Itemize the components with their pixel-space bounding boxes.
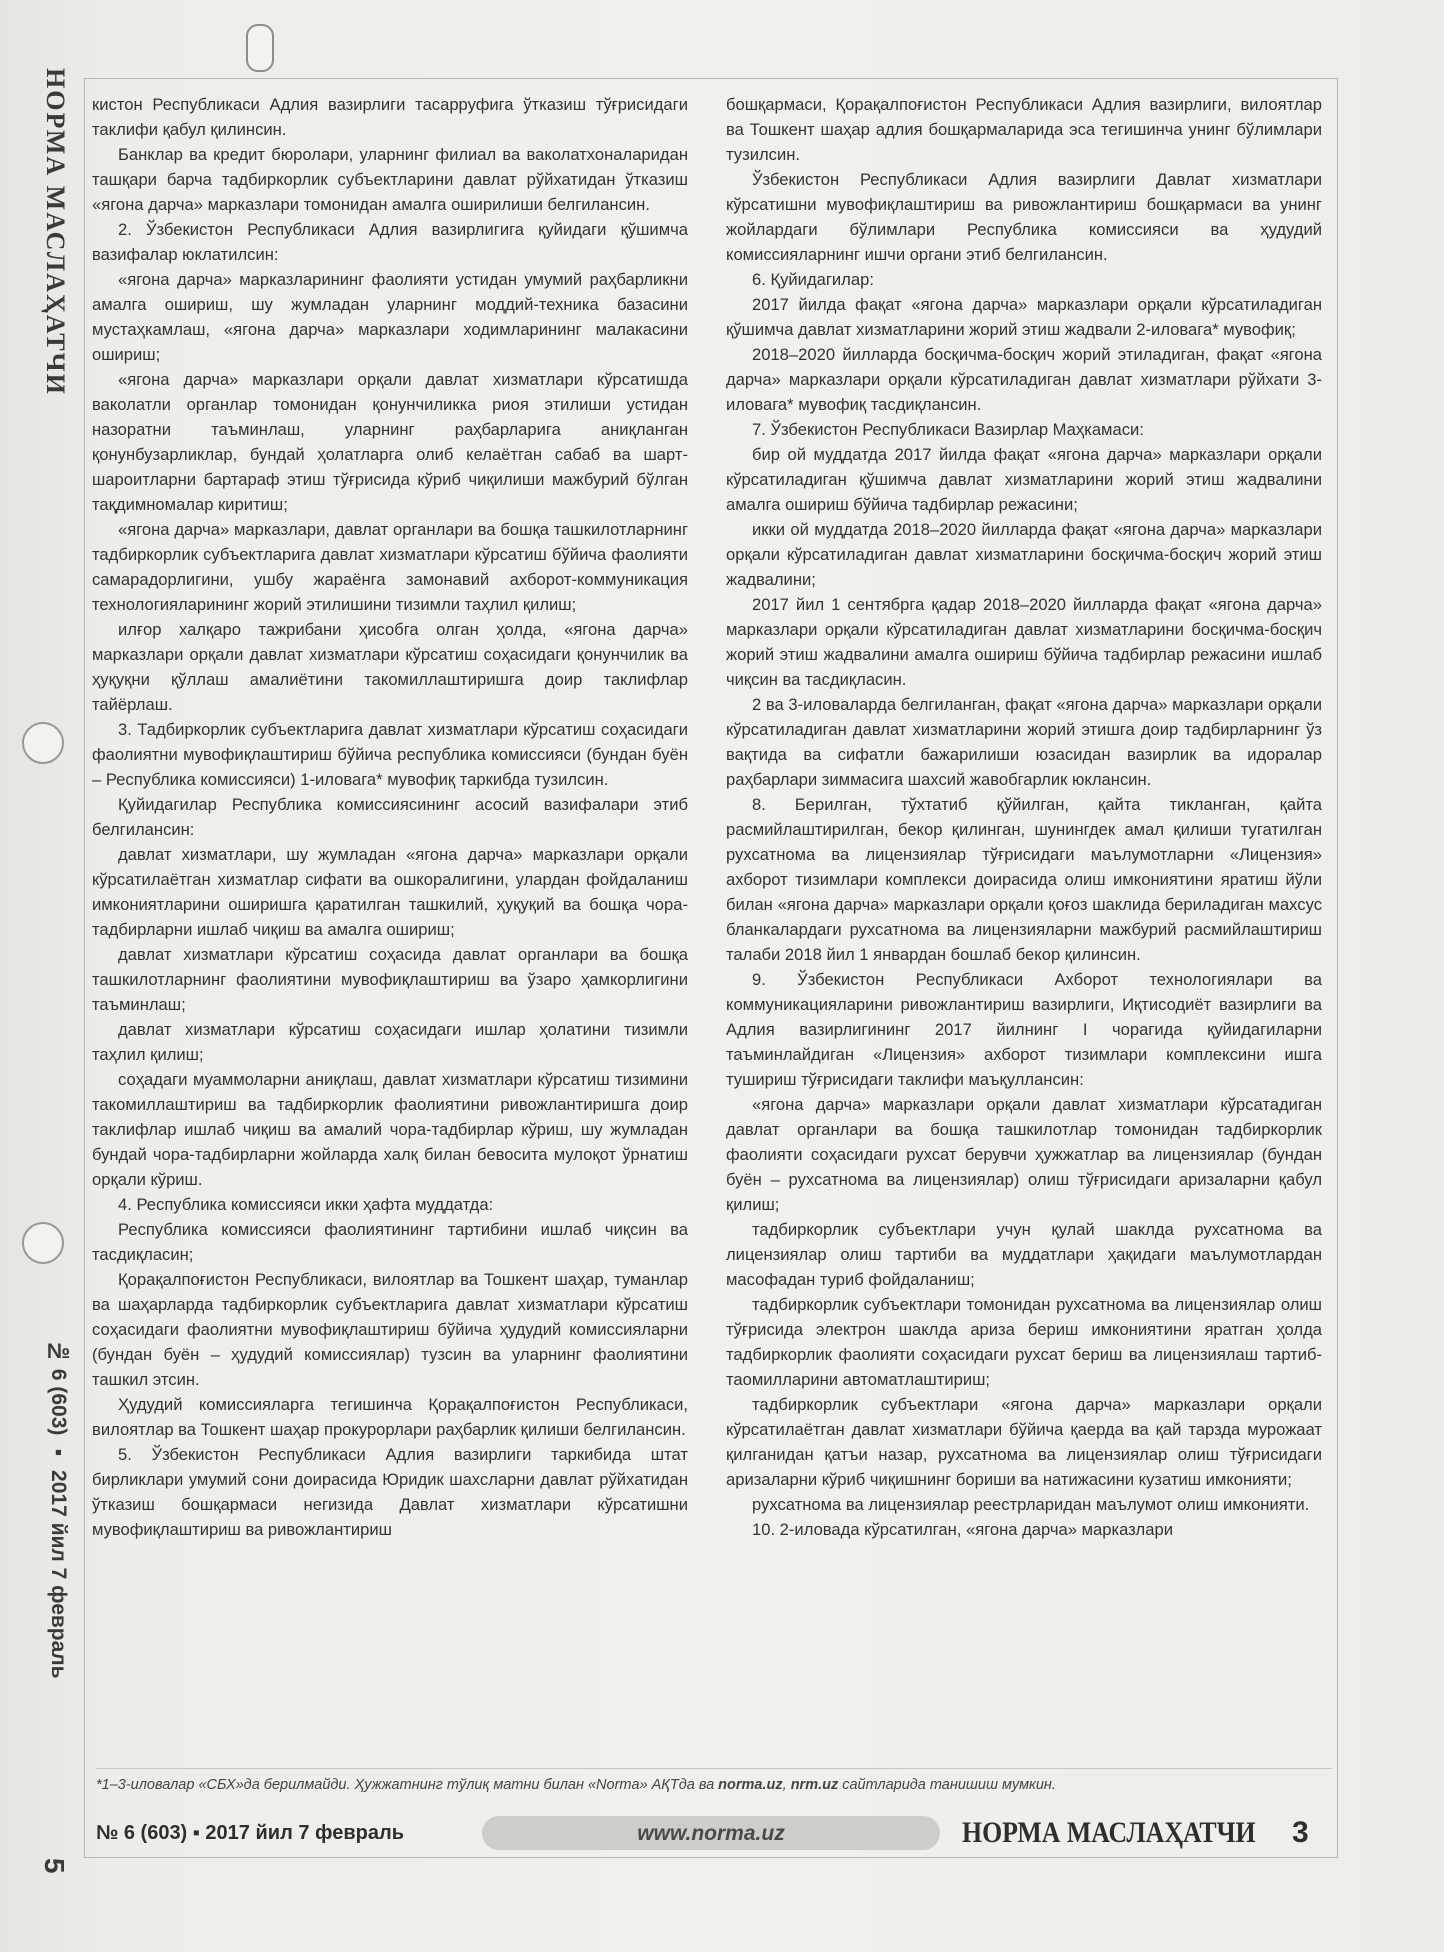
footer-website-link[interactable]: www.norma.uz <box>637 1822 785 1845</box>
paragraph: 10. 2-иловада кўрсатилган, «ягона дарча» марказлари <box>752 1520 1173 1539</box>
footnote-site-norma: norma.uz <box>718 1777 783 1793</box>
paragraph: илғор халқаро тажрибани ҳисобга олган ҳолда, «ягона дарча» марказлари орқали давлат хизматлари кўрсатиш соҳасидаги қонунчилик ва ҳуқуқни қўллаш амалиётини такомиллаштиришга доир таклифлар тайёрлаш. <box>92 620 688 714</box>
paragraph: 2018–2020 йилларда босқичма-босқич жорий этиладиган, фақат «ягона дарча» марказлари орқали кўрсатиладиган давлат хизматлари рўйхати 3-иловага* мувофиқ тасдиқлансин. <box>726 345 1322 414</box>
spine-magazine-title: НОРМА МАСЛАҲАТЧИ <box>41 68 70 396</box>
paragraph: «ягона дарча» марказларининг фаолияти устидан умумий раҳбарликни амалга ошириш, шу жумладан уларнинг моддий-техника базасини мустаҳкамлаш, «ягона дарча» марказлари ходимларининг малакасини ошириш; <box>92 270 688 364</box>
footnote <box>96 1768 1332 1793</box>
paragraph: давлат хизматлари кўрсатиш соҳасида давлат органлари ва бошқа ташкилотларнинг фаолиятини мувофиқлаштириш ва ўзаро ҳамкорлигини таъминлаш; <box>92 945 688 1014</box>
paragraph: давлат хизматлари кўрсатиш соҳасидаги ишлар ҳолатини тизимли таҳлил қилиш; <box>92 1020 688 1064</box>
spine-page-number: 5 <box>39 1858 70 1874</box>
paragraph: 2. Ўзбекистон Республикаси Адлия вазирлигига қуйидаги қўшимча вазифалар юклатилсин: <box>92 220 688 264</box>
footnote-separator: , <box>782 1777 791 1793</box>
paragraph: 4. Республика комиссияси икки ҳафта муддатда: <box>118 1195 494 1214</box>
right-text-column <box>726 92 1322 1542</box>
paragraph: Қорақалпоғистон Республикаси, вилоятлар ва Тошкент шаҳар, туманлар ва шаҳарларда тадбиркорлик субъектларига давлат хизматлари кўрсатиш соҳасидаги фаолиятни мувофиқлаштириш бўйича ҳудудий комиссияларни (бундан буён – ҳудудий комиссиялар) тузсин ва уларнинг фаолиятини ташкил этсин. <box>92 1270 688 1389</box>
paragraph: 8. Берилган, тўхтатиб қўйилган, қайта тикланган, қайта расмийлаштирилган, бекор қилинган, шунингдек амал қилиши тугатилган рухсатнома ва лицензиялар тўғрисидаги маълумотларни «Лицензия» ахборот тизимлари комплекси доирасида олиш имкониятини яратиш йўли билан «ягона дарча» марказлари орқали қоғоз шаклида бериладиган махсус бланкалардаги рухсатнома ва лицензияларни мажбурий расмийлаштириш талаби 2018 йил 1 январдан бошлаб бекор қилинсин. <box>726 795 1322 964</box>
paragraph: тадбиркорлик субъектлари томонидан рухсатнома ва лицензиялар олиш тўғрисида электрон шаклда ариза бериш имкониятини яратган ҳолда тадбиркорлик фаолияти соҳасидаги рухсат бериш ва лицензиялаш тартиб-таомилларини автоматлаштириш; <box>726 1295 1322 1389</box>
footnote-site-nrm: nrm.uz <box>790 1777 839 1793</box>
paragraph: тадбиркорлик субъектлари учун қулай шаклда рухсатнома ва лицензиялар олиш тартиби ва муддатлари ҳақидаги маълумотлардан масофадан туриб фойдаланиш; <box>726 1220 1322 1289</box>
paragraph: давлат хизматлари, шу жумладан «ягона дарча» марказлари орқали кўрсатилаётган хизматлар сифати ва ошкоралигини, улардан фойдаланиш имкониятларини оширишга қаратилган ташкилий, ҳуқуқий ва бошқа чора-тадбирларни ишлаб чиқиш ва амалга ошириш; <box>92 845 688 939</box>
footnote-text-end: сайтларида танишиш мумкин. <box>838 1777 1056 1793</box>
paragraph: кистон Республикаси Адлия вазирлиги тасарруфига ўтказиш тўғрисидаги таклифи қабул қилинсин. <box>92 95 688 139</box>
paragraph: 7. Ўзбекистон Республикаси Вазирлар Маҳкамаси: <box>752 420 1144 439</box>
paragraph: тадбиркорлик субъектлари «ягона дарча» марказлари орқали кўрсатилаётган давлат хизматлари бўйича қаерда ва қай тарзда мурожаат қилганидан қатъи назар, рухсатнома ва лицензиялар олиш тўғрисидаги аризаларни кўриб чиқишнинг бориши ва натижасини кузатиш имконияти; <box>726 1395 1322 1489</box>
paragraph: Қуйидагилар Республика комиссиясининг асосий вазифалари этиб белгилансин: <box>92 795 688 839</box>
paragraph: Банклар ва кредит бюролари, уларнинг филиал ва ваколатхоналаридан ташқари барча тадбиркорлик субъектларини давлат рўйхатидан ўтказиш «ягона дарча» марказлари томонидан амалга оширилиши белгилансин. <box>92 145 688 214</box>
paragraph: 9. Ўзбекистон Республикаси Ахборот технологиялари ва коммуникацияларини ривожлантириш вазирлиги, Иқтисодиёт вазирлиги ва Адлия вазирлигининг 2017 йилнинг I чорагида қуйидагиларни таъминлайдиган «Лицензия» ахборот тизимлари комплексини ишга тушириш тўғрисидаги таклифи маъқуллансин: <box>726 970 1322 1089</box>
spine-issue-info: № 6 (603) ▪ 2017 йил 7 февраль <box>47 1340 70 1679</box>
left-text-column <box>92 92 688 1542</box>
paragraph: 5. Ўзбекистон Республикаси Адлия вазирлиги таркибида штат бирликлари умумий сони доирасида Юридик шахсларни давлат рўйхатидан ўтказиш бошқармаси негизида Давлат хизматлари кўрсатишни мувофиқлаштириш ва ривожлантириш <box>92 1445 688 1539</box>
binder-hole <box>22 1222 64 1264</box>
paragraph: Республика комиссияси фаолиятининг тартибини ишлаб чиқсин ва тасдиқласин; <box>92 1220 688 1264</box>
paragraph: икки ой муддатда 2018–2020 йилларда фақат «ягона дарча» марказлари орқали кўрсатиладиган давлат хизматларини босқичма-босқич жорий этиш жадвалини; <box>726 520 1322 589</box>
page-footer <box>96 1812 1336 1852</box>
footer-url-pill <box>482 1816 940 1850</box>
footer-page-number: 3 <box>1292 1816 1309 1849</box>
paragraph: «ягона дарча» марказлари орқали давлат хизматлари кўрсатадиган давлат органлари ва бошқа ташкилотлар томонидан тадбиркорлик фаолияти соҳасидаги рухсат берувчи ҳужжатлар ва лицензиялар (бундан буён – рухсатнома ва лицензиялар) олиш тўғрисидаги аризаларни қабул қилиш; <box>726 1095 1322 1214</box>
paragraph: 2017 йилда фақат «ягона дарча» марказлари орқали кўрсатиладиган қўшимча давлат хизматларини жорий этиш жадвали 2-иловага* мувофиқ; <box>726 295 1322 339</box>
footer-issue-info: № 6 (603) ▪ 2017 йил 7 февраль <box>96 1822 404 1844</box>
paragraph: 2017 йил 1 сентябрга қадар 2018–2020 йилларда фақат «ягона дарча» марказлари орқали кўрсатиладиган давлат хизматларини босқичма-босқич жорий этиш жадвалини амалга ошириш бўйича тадбирлар режасини ишлаб чиқсин ва тасдиқласин. <box>726 595 1322 689</box>
binder-clip <box>246 24 274 72</box>
paragraph: «ягона дарча» марказлари, давлат органлари ва бошқа ташкилотларнинг тадбиркорлик субъектларига давлат хизматлари кўрсатиш бўйича фаолияти самарадорлигини, ушбу жараёнга замонавий ахборот-коммуникация технологияларининг жорий этилишини тизимли таҳлил қилиш; <box>92 520 688 614</box>
paragraph: 6. Қуйидагилар: <box>752 270 874 289</box>
paragraph: 2 ва 3-иловаларда белгиланган, фақат «ягона дарча» марказлари орқали кўрсатиладиган давлат хизматларини жорий этишга доир тадбирларнинг ўз вақтида ва сифатли бажарилиши юзасидан вазирлик ва идоралар раҳбарлари зиммасига шахсий жавобгарлик юклансин. <box>726 695 1322 789</box>
binder-hole <box>22 722 64 764</box>
paragraph: соҳадаги муаммоларни аниқлаш, давлат хизматлари кўрсатиш тизимини такомиллаштириш ва тадбиркорлик фаолиятини ривожлантиришга доир таклифлар ишлаб чиқиш ва амалий чора-тадбирлар кўриш, шу жумладан бундай чора-тадбирларни жойларда халқ билан бевосита мулоқот ўрнатиш орқали кўриш. <box>92 1070 688 1189</box>
paragraph: бир ой муддатда 2017 йилда фақат «ягона дарча» марказлари орқали кўрсатиладиган қўшимча давлат хизматларини жорий этиш жадвалини амалга ошириш бўйича тадбирлар режасини; <box>726 445 1322 514</box>
paragraph: Ҳудудий комиссияларга тегишинча Қорақалпоғистон Республикаси, вилоятлар ва Тошкент шаҳар прокурорлари раҳбарлик қилиши белгилансин. <box>92 1395 688 1439</box>
paragraph: «ягона дарча» марказлари орқали давлат хизматлари кўрсатишда ваколатли органлар томонидан қонунчиликка риоя этилиши устидан назоратни таъминлаш, уларнинг раҳбарларига аниқланган қонунбузарликлар, бундай ҳолатларга олиб келаётган сабаб ва шарт-шароитларни бартараф этиш тўғрисида кўриб чиқилиши мажбурий бўлган тақдимномалар киритиш; <box>92 370 688 514</box>
paragraph: рухсатнома ва лицензиялар реестрларидан маълумот олиш имконияти. <box>752 1495 1310 1514</box>
footer-magazine-title: НОРМА МАСЛАҲАТЧИ <box>962 1816 1256 1849</box>
paragraph: 3. Тадбиркорлик субъектларига давлат хизматлари кўрсатиш соҳасидаги фаолиятни мувофиқлаштириш бўйича республика комиссияси (бундан буён – Республика комиссияси) 1-иловага* мувофиқ таркибда тузилсин. <box>92 720 688 789</box>
footnote-text: *1–3-иловалар «СБХ»да берилмайди. Ҳужжатнинг тўлиқ матни билан «Norma» АҚТда ва <box>96 1777 719 1793</box>
paragraph: бошқармаси, Қорақалпоғистон Республикаси Адлия вазирлиги, вилоятлар ва Тошкент шаҳар адлия бошқармаларида эса тегишинча унинг бўлимлари тузилсин. <box>726 95 1322 164</box>
paragraph: Ўзбекистон Республикаси Адлия вазирлиги Давлат хизматлари кўрсатишни мувофиқлаштириш ва ривожлантириш бошқармаси ва унинг жойлардаги бўлимлари Республика комиссияси ва ҳудудий комиссияларнинг ишчи органи этиб белгилансин. <box>726 170 1322 264</box>
